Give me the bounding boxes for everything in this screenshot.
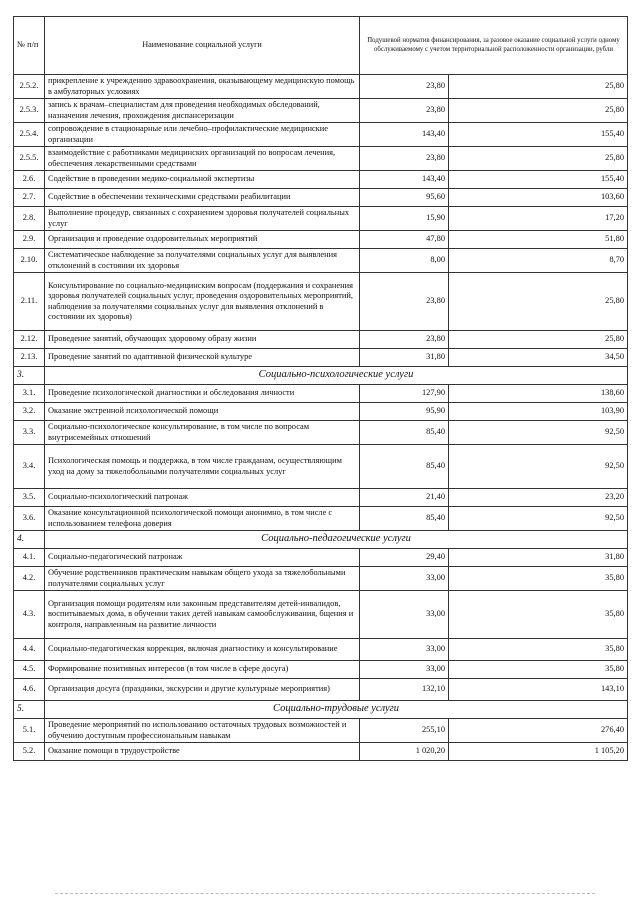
row-number: 4.2. (14, 567, 45, 591)
row-number: 5.1. (14, 719, 45, 743)
service-name: Оказание экстренной психологической помощи (45, 403, 360, 421)
service-name: Проведение психологической диагностики и обследования личности (45, 385, 360, 403)
norm-value-b: 92,50 (449, 445, 628, 489)
norm-value-a: 47,80 (360, 231, 449, 249)
table-row (14, 189, 628, 207)
service-name: Консультирование по социально-медицинским вопросам (поддержания и сохранения здоровья получателей социальных услуг, проведения оздоровительных мероприятий, наблюдения за получателями социальных услуг для выявления отклонений в состоянии их здоровья) (45, 273, 360, 331)
norm-value-a: 23,80 (360, 273, 449, 331)
row-number: 4.3. (14, 591, 45, 639)
service-name: Социально-педагогическая коррекция, включая диагностику и консультирование (45, 639, 360, 661)
table-row (14, 123, 628, 147)
service-name: запись к врачам–специалистам для проведения необходимых обследований, назначения лечения, прохождения диспансеризации (45, 99, 360, 123)
table-row (14, 207, 628, 231)
row-number: 2.5.2. (14, 75, 45, 99)
row-number: 4.6. (14, 679, 45, 701)
table-row (14, 743, 628, 761)
row-number: 5.2. (14, 743, 45, 761)
service-name: Социально-психологический патронаж (45, 489, 360, 507)
row-number: 2.5.3. (14, 99, 45, 123)
service-name: Проведение занятий, обучающих здоровому образу жизни (45, 331, 360, 349)
header-service-name: Наименование социальной услуги (45, 17, 360, 75)
service-name: Оказание консультационной психологической помощи анонимно, в том числе с использованием телефона доверия (45, 507, 360, 531)
section-title: Социально-педагогические услуги (45, 531, 628, 549)
table-row (14, 75, 628, 99)
norm-value-b: 103,90 (449, 403, 628, 421)
norm-value-b: 31,80 (449, 549, 628, 567)
row-number: 3.2. (14, 403, 45, 421)
row-number: 2.8. (14, 207, 45, 231)
service-name: Содействие в обеспечении техническими средствами реабилитации (45, 189, 360, 207)
header-funding-norm: Подушевой норматив финансирования, за разовое оказание социальной услуги одному обслуживаемому с учетом территориальной расположенности организации, рубли (360, 17, 628, 75)
service-name: Организация и проведение оздоровительных мероприятий (45, 231, 360, 249)
norm-value-b: 1 105,20 (449, 743, 628, 761)
service-name: Обучение родственников практическим навыкам общего ухода за тяжелобольными получателями социальных услуг (45, 567, 360, 591)
row-number: 4.5. (14, 661, 45, 679)
norm-value-b: 35,80 (449, 567, 628, 591)
norm-value-a: 23,80 (360, 331, 449, 349)
norm-value-a: 8,00 (360, 249, 449, 273)
table-row (14, 331, 628, 349)
norm-value-b: 92,50 (449, 421, 628, 445)
table-row (14, 147, 628, 171)
header-number: № п/п (14, 17, 45, 75)
norm-value-b: 51,80 (449, 231, 628, 249)
service-name: Проведение мероприятий по использованию остаточных трудовых возможностей и обучению доступным профессиональным навыкам (45, 719, 360, 743)
norm-value-a: 33,00 (360, 567, 449, 591)
table-row (14, 273, 628, 331)
norm-value-a: 1 020,20 (360, 743, 449, 761)
table-row (14, 679, 628, 701)
row-number: 2.11. (14, 273, 45, 331)
service-name: Содействие в проведении медико-социальной экспертизы (45, 171, 360, 189)
row-number: 2.6. (14, 171, 45, 189)
norm-value-a: 31,80 (360, 349, 449, 367)
norm-value-b: 17,20 (449, 207, 628, 231)
norm-value-b: 138,60 (449, 385, 628, 403)
row-number: 4.1. (14, 549, 45, 567)
norm-value-b: 25,80 (449, 147, 628, 171)
row-number: 2.10. (14, 249, 45, 273)
norm-value-a: 95,90 (360, 403, 449, 421)
row-number: 3.3. (14, 421, 45, 445)
norm-value-a: 33,00 (360, 661, 449, 679)
norm-value-a: 255,10 (360, 719, 449, 743)
service-name: взаимодействие с работниками медицинских организаций по вопросам лечения, обеспечения лекарственными средствами (45, 147, 360, 171)
norm-value-a: 33,00 (360, 591, 449, 639)
table-row (14, 171, 628, 189)
table-row (14, 719, 628, 743)
row-number: 3.1. (14, 385, 45, 403)
norm-value-a: 85,40 (360, 421, 449, 445)
section-row (14, 531, 628, 549)
service-name: Выполнение процедур, связанных с сохранением здоровья получателей социальных услуг (45, 207, 360, 231)
norm-value-a: 143,40 (360, 123, 449, 147)
section-row (14, 701, 628, 719)
norm-value-a: 127,90 (360, 385, 449, 403)
norm-value-b: 35,80 (449, 591, 628, 639)
service-name: Организация досуга (праздники, экскурсии и другие культурные мероприятия) (45, 679, 360, 701)
row-number: 2.12. (14, 331, 45, 349)
service-name: сопровождение в стационарные или лечебно–профилактические медицинские организации (45, 123, 360, 147)
table-row (14, 403, 628, 421)
norm-value-a: 23,80 (360, 99, 449, 123)
service-name: Формирование позитивных интересов (в том числе в сфере досуга) (45, 661, 360, 679)
table-row (14, 661, 628, 679)
row-number: 3.4. (14, 445, 45, 489)
service-name: Проведение занятий по адаптивной физической культуре (45, 349, 360, 367)
row-number: 3.6. (14, 507, 45, 531)
norm-value-a: 33,00 (360, 639, 449, 661)
norm-value-b: 23,20 (449, 489, 628, 507)
row-number: 4.4. (14, 639, 45, 661)
service-name: Организация помощи родителям или законным представителям детей-инвалидов, воспитываемых дома, в обучении таких детей навыкам самообслуживания, бщения и контроля, направленным на развитие личности (45, 591, 360, 639)
table-row (14, 507, 628, 531)
section-title: Социально-трудовые услуги (45, 701, 628, 719)
norm-value-b: 25,80 (449, 331, 628, 349)
service-name: Психологическая помощь и поддержка, в том числе гражданам, осуществляющим уход на дому за тяжелобольными получателями социальных услуг (45, 445, 360, 489)
row-number: 2.9. (14, 231, 45, 249)
table-row (14, 385, 628, 403)
norm-value-b: 25,80 (449, 99, 628, 123)
norm-value-a: 23,80 (360, 75, 449, 99)
norm-value-a: 143,40 (360, 171, 449, 189)
table-body (14, 75, 628, 761)
table-row (14, 591, 628, 639)
norm-value-a: 21,40 (360, 489, 449, 507)
section-number: 5. (14, 701, 45, 719)
table-header-row (14, 17, 628, 75)
table-row (14, 249, 628, 273)
section-title: Социально-психологические услуги (45, 367, 628, 385)
table-row (14, 489, 628, 507)
section-row (14, 367, 628, 385)
service-name: Социально-педагогический патронаж (45, 549, 360, 567)
service-name: Оказание помощи в трудоустройстве (45, 743, 360, 761)
norm-value-b: 92,50 (449, 507, 628, 531)
row-number: 3.5. (14, 489, 45, 507)
service-name: Социально-психологическое консультирование, в том числе по вопросам внутрисемейных отношений (45, 421, 360, 445)
row-number: 2.7. (14, 189, 45, 207)
norm-value-b: 25,80 (449, 75, 628, 99)
norm-value-a: 85,40 (360, 507, 449, 531)
norm-value-b: 35,80 (449, 661, 628, 679)
services-table (13, 16, 628, 761)
table-row (14, 99, 628, 123)
page-bottom-line (55, 893, 595, 894)
norm-value-b: 34,50 (449, 349, 628, 367)
table-row (14, 445, 628, 489)
section-number: 4. (14, 531, 45, 549)
norm-value-b: 155,40 (449, 171, 628, 189)
norm-value-a: 23,80 (360, 147, 449, 171)
document-page (13, 16, 627, 761)
norm-value-a: 85,40 (360, 445, 449, 489)
norm-value-b: 155,40 (449, 123, 628, 147)
norm-value-b: 276,40 (449, 719, 628, 743)
norm-value-b: 35,80 (449, 639, 628, 661)
norm-value-b: 143,10 (449, 679, 628, 701)
table-row (14, 567, 628, 591)
table-row (14, 549, 628, 567)
table-row (14, 349, 628, 367)
table-row (14, 421, 628, 445)
norm-value-a: 15,90 (360, 207, 449, 231)
norm-value-a: 132,10 (360, 679, 449, 701)
row-number: 2.5.5. (14, 147, 45, 171)
norm-value-b: 25,80 (449, 273, 628, 331)
table-row (14, 231, 628, 249)
table-row (14, 639, 628, 661)
row-number: 2.5.4. (14, 123, 45, 147)
norm-value-b: 103,60 (449, 189, 628, 207)
norm-value-a: 29,40 (360, 549, 449, 567)
row-number: 2.13. (14, 349, 45, 367)
service-name: Систематическое наблюдение за получателями социальных услуг для выявления отклонений в состоянии их здоровья (45, 249, 360, 273)
norm-value-b: 8,70 (449, 249, 628, 273)
section-number: 3. (14, 367, 45, 385)
service-name: прикрепление к учреждению здравоохранения, оказывающему медицинскую помощь в амбулаторных условиях (45, 75, 360, 99)
norm-value-a: 95,60 (360, 189, 449, 207)
